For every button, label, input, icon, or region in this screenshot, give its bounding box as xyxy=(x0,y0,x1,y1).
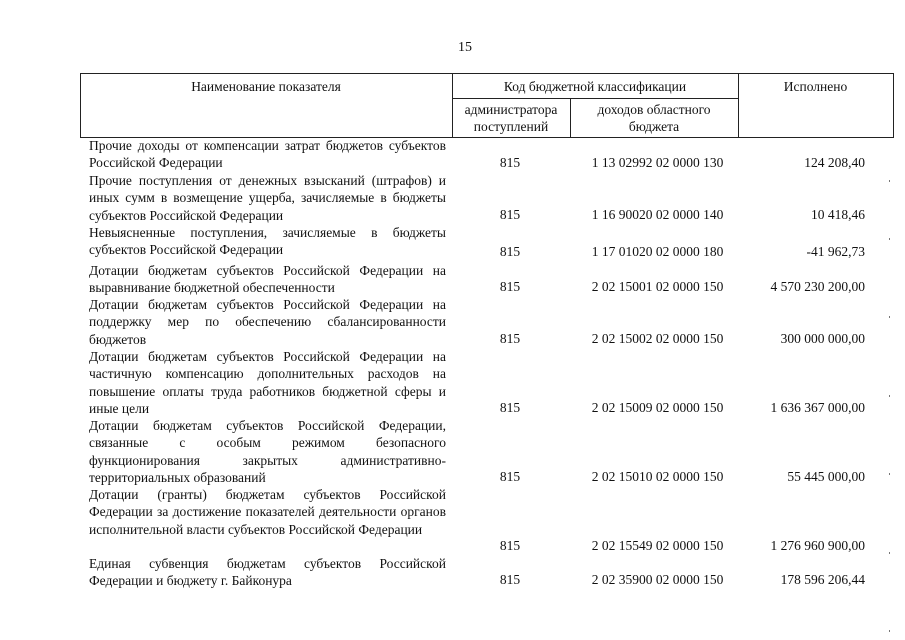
row-amount: 124 208,40 xyxy=(804,155,865,170)
row-admin-code: 815 xyxy=(499,572,521,587)
row-income-code: 2 02 35900 02 0000 150 xyxy=(591,572,724,587)
row-income-code: 2 02 15002 02 0000 150 xyxy=(591,331,724,346)
header-income-line1: доходов областного xyxy=(597,102,711,117)
row-amount: 1 636 367 000,00 xyxy=(770,400,865,415)
row-amount: 55 445 000,00 xyxy=(787,469,865,484)
scan-speck xyxy=(889,473,890,475)
row-income-code: 2 02 15001 02 0000 150 xyxy=(591,279,724,294)
row-income-code: 1 17 01020 02 0000 180 xyxy=(591,244,724,259)
row-amount: 1 276 960 900,00 xyxy=(770,538,865,553)
header-admin-line1: администратора xyxy=(464,102,558,117)
row-income-code: 2 02 15009 02 0000 150 xyxy=(591,400,724,415)
row-name: Дотации бюджетам субъектов Российской Федерации на поддержку мер по обеспечению сбалансированности бюджетов xyxy=(89,297,446,347)
row-admin-code: 815 xyxy=(499,279,521,294)
row-income-code: 1 16 90020 02 0000 140 xyxy=(591,207,724,222)
scan-speck xyxy=(889,316,890,318)
row-admin-code: 815 xyxy=(499,207,521,222)
header-income-line2: бюджета xyxy=(628,119,680,134)
row-name: Дотации (гранты) бюджетам субъектов Российской Федерации за достижение показателей деятельности органов исполнительной власти субъектов Российской Федерации xyxy=(89,487,446,537)
row-admin-code: 815 xyxy=(499,400,521,415)
row-name: Дотации бюджетам субъектов Российской Федерации, связанные с особым режимом безопасного функционирования закрытых административно-территориальных образований xyxy=(89,418,446,486)
row-admin-code: 815 xyxy=(499,244,521,259)
row-name: Невыясненные поступления, зачисляемые в бюджеты субъектов Российской Федерации xyxy=(89,225,446,258)
row-amount: -41 962,73 xyxy=(806,244,865,259)
row-name: Дотации бюджетам субъектов Российской Федерации на выравнивание бюджетной обеспеченности xyxy=(89,263,446,296)
row-amount: 4 570 230 200,00 xyxy=(770,279,865,294)
row-admin-code: 815 xyxy=(499,469,521,484)
scan-speck xyxy=(889,180,890,182)
row-amount: 10 418,46 xyxy=(811,207,865,222)
row-income-code: 1 13 02992 02 0000 130 xyxy=(591,155,724,170)
row-admin-code: 815 xyxy=(499,331,521,346)
header-name-column: Наименование показателя xyxy=(191,79,341,94)
row-income-code: 2 02 15549 02 0000 150 xyxy=(591,538,724,553)
scan-speck xyxy=(889,552,890,554)
scan-speck xyxy=(889,238,890,240)
header-code-group: Код бюджетной классификации xyxy=(503,79,687,94)
scan-speck xyxy=(889,630,890,632)
row-name: Единая субвенция бюджетам субъектов Российской Федерации и бюджету г. Байконура xyxy=(89,556,446,589)
row-admin-code: 815 xyxy=(499,155,521,170)
header-executed: Исполнено xyxy=(783,79,848,94)
row-amount: 300 000 000,00 xyxy=(780,331,865,346)
row-admin-code: 815 xyxy=(499,538,521,553)
page-number: 15 xyxy=(458,40,472,55)
row-name: Прочие поступления от денежных взысканий (штрафов) и иных сумм в возмещение ущерба, зачисляемые в бюджеты субъектов Российской Федерации xyxy=(89,173,446,223)
row-income-code: 2 02 15010 02 0000 150 xyxy=(591,469,724,484)
row-amount: 178 596 206,44 xyxy=(780,572,865,587)
row-name: Прочие доходы от компенсации затрат бюджетов субъектов Российской Федерации xyxy=(89,138,446,171)
row-name: Дотации бюджетам субъектов Российской Федерации на частичную компенсацию дополнительных расходов на повышение оплаты труда работников бюджетной сферы и иные цели xyxy=(89,349,446,417)
scan-speck xyxy=(889,395,890,397)
header-admin-line2: поступлений xyxy=(473,119,549,134)
